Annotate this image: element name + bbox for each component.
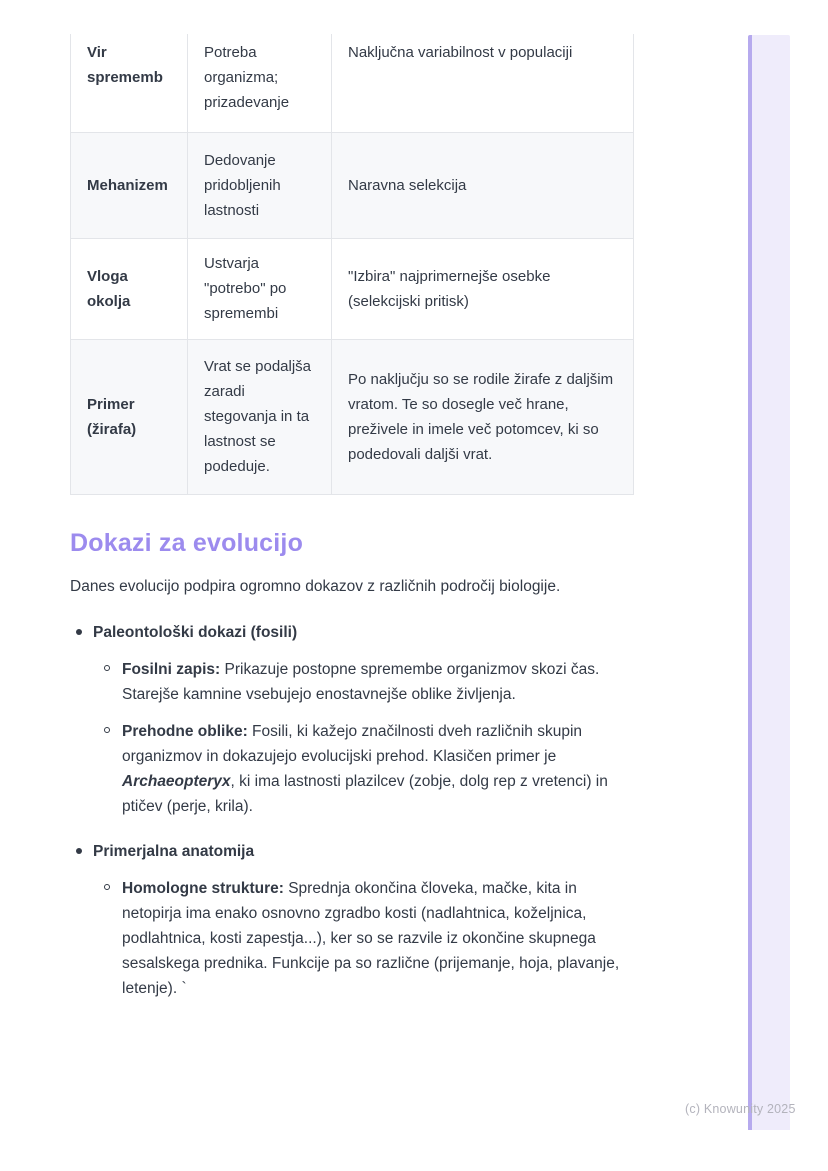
table-cell: Po naključju so se rodile žirafe z daljšim vratom. Te so dosegle več hrane, preživele in imele več potomcev, ki so podedovali daljši vrat. xyxy=(332,339,634,494)
footer-credit: (c) Knowunity 2025 xyxy=(685,1102,796,1116)
list-subitem-homologne-strukture xyxy=(70,876,633,1001)
subitem-text: Sprednja okončina človeka, mačke, kita in netopirja ima enako osnovno zgradbo kosti (nadlahtnica, koželjnica, podlahtnica, kosti zapestja...), ker so se razvile iz okončine skupnega sesalskega prednika. Funkcije pa so različne (prijemanje, hoja, plavanje, letenje). ` xyxy=(122,879,620,997)
page-edge-accent xyxy=(748,35,790,1130)
list-item-title: Paleontološki dokazi (fosili) xyxy=(93,623,298,641)
section-heading: Dokazi za evolucijo xyxy=(70,528,304,557)
row-header-cell: Vloga okolja xyxy=(71,238,188,339)
table-cell: Naravna selekcija xyxy=(332,132,634,238)
document-content xyxy=(70,34,633,1001)
list-subitem-fosilni-zapis xyxy=(70,657,633,707)
circle-bullet-icon xyxy=(104,884,110,890)
table-row xyxy=(71,339,634,494)
bullet-icon xyxy=(76,848,82,854)
table-cell: Naključna variabilnost v populaciji xyxy=(332,34,634,132)
species-term: Archaeopteryx xyxy=(122,772,231,790)
bullet-icon xyxy=(76,629,82,635)
row-header-cell: Vir sprememb xyxy=(71,34,188,132)
table-cell: Potreba organizma; prizadevanje xyxy=(188,34,332,132)
subitem-label: Homologne strukture: xyxy=(122,879,284,897)
subitem-text: Fosili, ki kažejo značilnosti dveh različnih skupin organizmov in dokazujejo evolucijski prehod. Klasičen primer je xyxy=(122,722,583,765)
list-item-title: Primerjalna anatomija xyxy=(93,842,255,860)
intro-paragraph: Danes evolucijo podpira ogromno dokazov z različnih področij biologije. xyxy=(70,577,561,595)
table-row xyxy=(71,132,634,238)
comparison-table xyxy=(70,34,634,495)
subitem-label: Prehodne oblike: xyxy=(122,722,248,740)
table-cell: Dedovanje pridobljenih lastnosti xyxy=(188,132,332,238)
table-cell: Ustvarja "potrebo" po spremembi xyxy=(188,238,332,339)
evidence-list xyxy=(70,620,633,1001)
subitem-text: Prikazuje postopne spremembe organizmov skozi čas. Starejše kamnine vsebujejo enostavnejše oblike življenja. xyxy=(122,660,600,703)
list-subitem-prehodne-oblike xyxy=(70,719,633,819)
row-header-cell: Mehanizem xyxy=(71,132,188,238)
circle-bullet-icon xyxy=(104,665,110,671)
list-item-primerjalna-anatomija xyxy=(70,839,633,864)
row-header-cell: Primer (žirafa) xyxy=(71,339,188,494)
table-row xyxy=(71,34,634,132)
table-cell: "Izbira" najprimernejše osebke (selekcijski pritisk) xyxy=(332,238,634,339)
list-item-paleontoloski xyxy=(70,620,633,645)
table-row xyxy=(71,238,634,339)
circle-bullet-icon xyxy=(104,727,110,733)
subitem-label: Fosilni zapis: xyxy=(122,660,221,678)
table-cell: Vrat se podaljša zaradi stegovanja in ta lastnost se podeduje. xyxy=(188,339,332,494)
subitem-text: , ki ima lastnosti plazilcev (zobje, dolg rep z vretenci) in ptičev (perje, krila). xyxy=(122,772,608,815)
